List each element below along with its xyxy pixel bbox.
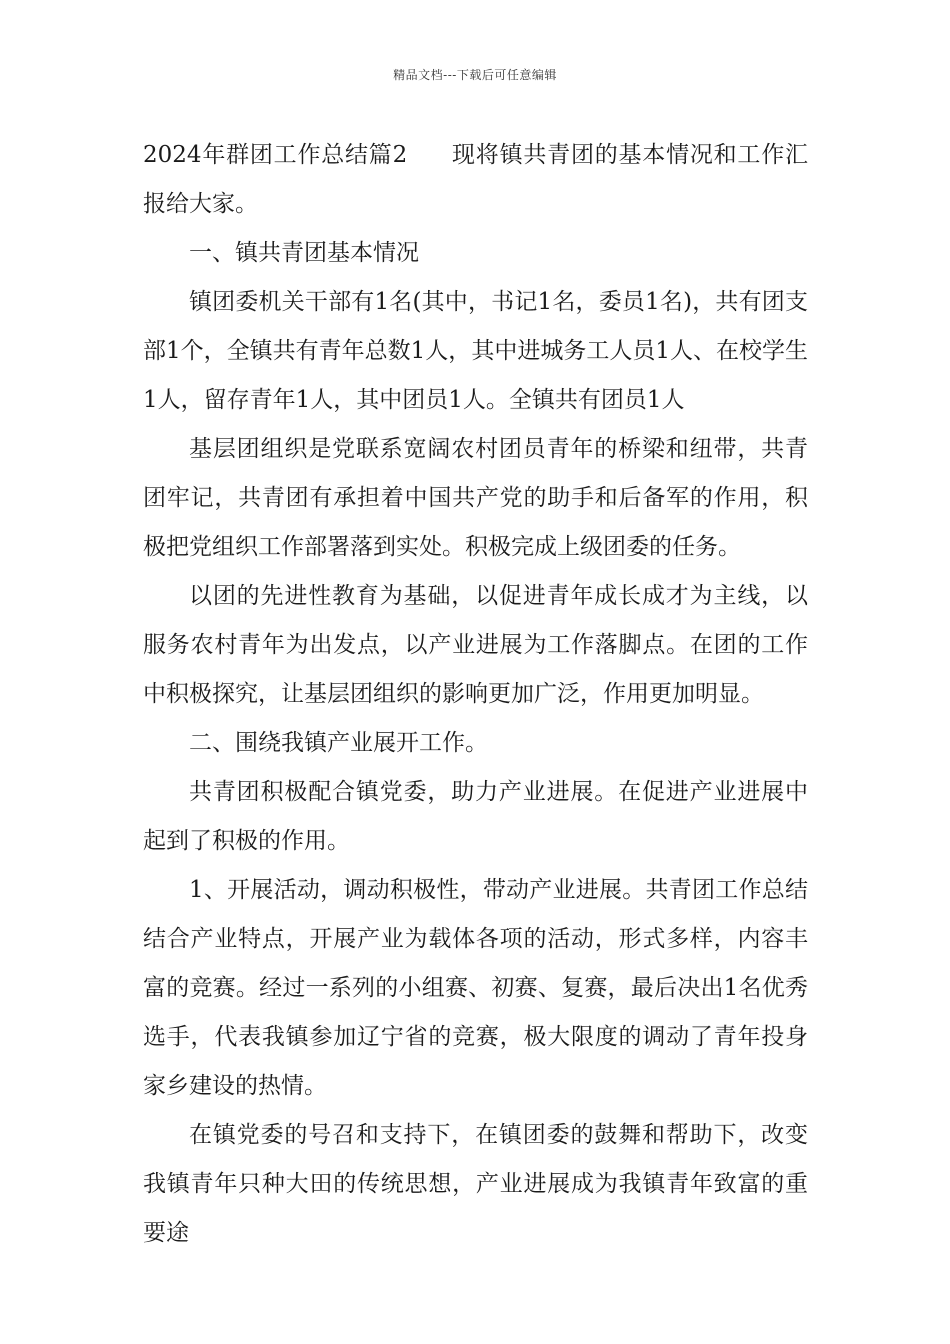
paragraph-3: 以团的先进性教育为基础，以促进青年成长成才为主线，以服务农村青年为出发点，以产业进展为工作落脚点。在团的工作中积极探究，让基层团组织的影响更加广泛，作用更加明显。	[143, 583, 808, 707]
paragraph-5: 1、开展活动，调动积极性，带动产业进展。共青团工作总结结合产业特点，开展产业为载体各项的活动，形式多样，内容丰富的竞赛。经过一系列的小组赛、初赛、复赛，最后决出1名优秀选手，代表我镇参加辽宁省的竞赛，极大限度的调动了青年投身家乡建设的热情。	[143, 877, 808, 1099]
paragraph-6: 在镇党委的号召和支持下，在镇团委的鼓舞和帮助下，改变我镇青年只种大田的传统思想，产业进展成为我镇青年致富的重要途	[143, 1122, 808, 1246]
section-heading-2: 二、围绕我镇产业展开工作。	[189, 730, 488, 756]
paragraph-1: 镇团委机关干部有1名(其中，书记1名，委员1名)，共有团支部1个，全镇共有青年总数1人，其中进城务工人员1人、在校学生1人，留存青年1人，其中团员1人。全镇共有团员1人	[143, 289, 808, 413]
section-heading-1: 一、镇共青团基本情况	[189, 240, 419, 266]
paragraph-2: 基层团组织是党联系宽阔农村团员青年的桥梁和纽带，共青团牢记，共青团有承担着中国共产党的助手和后备军的作用，积极把党组织工作部署落到实处。积极完成上级团委的任务。	[143, 436, 808, 560]
document-title: 2024年群团工作总结篇2	[143, 142, 408, 168]
paragraph-4: 共青团积极配合镇党委，助力产业进展。在促进产业进展中起到了积极的作用。	[143, 779, 808, 854]
intro-text: 现将镇共青团的基本情况和工作汇报给大家。	[143, 142, 809, 217]
document-body	[143, 131, 808, 1258]
header-note: 精品文档---下载后可任意编辑	[393, 68, 557, 82]
title-paragraph	[143, 131, 808, 229]
